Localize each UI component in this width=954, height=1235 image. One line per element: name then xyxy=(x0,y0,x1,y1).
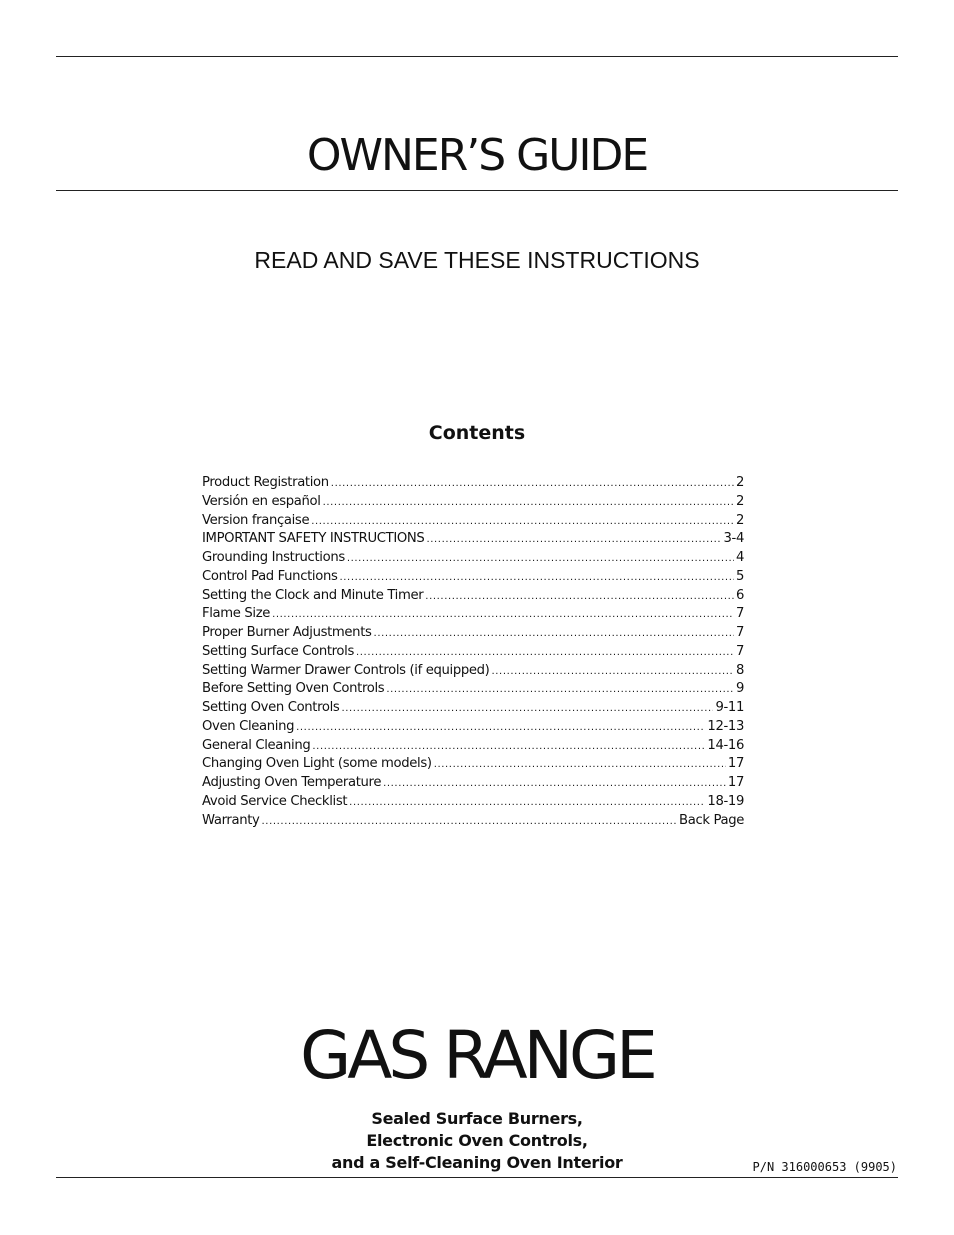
toc-leader-dots xyxy=(383,775,726,794)
table-of-contents xyxy=(202,474,744,830)
toc-entry-page: 3-4 xyxy=(723,531,744,547)
top-divider xyxy=(56,56,898,57)
feature-line: Electronic Oven Controls, xyxy=(366,1131,588,1150)
toc-entry-label: Proper Burner Adjustments xyxy=(202,625,372,640)
toc-entry xyxy=(202,774,744,793)
toc-entry xyxy=(202,662,744,681)
toc-entry-label: General Cleaning xyxy=(202,737,311,753)
toc-entry xyxy=(202,793,744,812)
toc-entry-label: Grounding Instructions xyxy=(202,550,345,565)
toc-entry xyxy=(202,587,744,606)
toc-entry-page: Back Page xyxy=(679,812,744,828)
toc-leader-dots xyxy=(491,663,733,682)
toc-entry-label: Version française xyxy=(202,512,310,528)
toc-entry-page: 4 xyxy=(735,550,744,565)
toc-entry-page: 7 xyxy=(735,643,744,659)
toc-entry-page: 2 xyxy=(735,475,744,490)
toc-leader-dots xyxy=(426,531,721,550)
document-title: OWNER’S GUIDE xyxy=(306,130,648,181)
toc-leader-dots xyxy=(434,756,726,775)
toc-entry xyxy=(202,718,744,737)
toc-entry-label: Warranty xyxy=(202,812,260,828)
toc-entry-page: 12-13 xyxy=(707,718,744,734)
toc-entry-label: Flame Size xyxy=(202,606,271,622)
toc-leader-dots xyxy=(425,588,734,607)
toc-entry-label: Before Setting Oven Controls xyxy=(202,681,385,697)
toc-entry-label: IMPORTANT SAFETY INSTRUCTIONS xyxy=(202,531,425,547)
toc-entry xyxy=(202,512,744,531)
toc-leader-dots xyxy=(312,738,705,757)
toc-entry-label: Setting Oven Controls xyxy=(202,700,340,715)
toc-leader-dots xyxy=(386,681,734,700)
toc-entry xyxy=(202,643,744,662)
toc-entry-label: Oven Cleaning xyxy=(202,718,295,734)
toc-entry xyxy=(202,493,744,512)
toc-leader-dots xyxy=(323,494,734,513)
part-number: P/N 316000653 (9905) xyxy=(752,1160,897,1174)
toc-leader-dots xyxy=(296,719,705,738)
toc-leader-dots xyxy=(331,475,734,494)
toc-entry xyxy=(202,530,744,549)
toc-entry-label: Product Registration xyxy=(202,475,329,490)
toc-leader-dots xyxy=(356,644,734,663)
toc-entry xyxy=(202,699,744,718)
instructions-subtitle: READ AND SAVE THESE INSTRUCTIONS xyxy=(254,247,700,273)
toc-leader-dots xyxy=(341,700,713,719)
toc-entry-page: 17 xyxy=(727,756,744,772)
toc-entry xyxy=(202,680,744,699)
toc-entry xyxy=(202,549,744,568)
product-name: GAS RANGE xyxy=(300,1017,654,1094)
toc-entry xyxy=(202,737,744,756)
toc-entry-label: Setting the Clock and Minute Timer xyxy=(202,587,424,603)
toc-entry-page: 2 xyxy=(735,512,744,528)
toc-leader-dots xyxy=(311,513,734,532)
toc-entry-label: Versión en español xyxy=(202,493,321,509)
toc-entry xyxy=(202,755,744,774)
bottom-divider xyxy=(56,1177,898,1178)
title-divider xyxy=(56,190,898,191)
toc-entry xyxy=(202,624,744,643)
toc-entry-label: Avoid Service Checklist xyxy=(202,793,348,809)
toc-entry-page: 17 xyxy=(727,775,744,790)
toc-entry-page: 2 xyxy=(735,493,744,509)
toc-entry-label: Changing Oven Light (some models) xyxy=(202,756,432,772)
feature-line: and a Self-Cleaning Oven Interior xyxy=(331,1153,623,1172)
toc-entry-page: 9-11 xyxy=(715,700,744,715)
toc-leader-dots xyxy=(272,606,734,625)
toc-leader-dots xyxy=(347,550,734,569)
toc-entry-page: 5 xyxy=(735,568,744,584)
toc-entry-page: 14-16 xyxy=(707,737,744,753)
toc-entry-page: 18-19 xyxy=(707,793,744,809)
toc-entry xyxy=(202,605,744,624)
feature-line: Sealed Surface Burners, xyxy=(371,1109,583,1128)
toc-entry-label: Setting Warmer Drawer Controls (if equipped) xyxy=(202,662,490,678)
toc-entry-page: 6 xyxy=(735,587,744,603)
toc-entry xyxy=(202,474,744,493)
toc-entry-page: 7 xyxy=(735,606,744,622)
toc-entry-page: 8 xyxy=(735,662,744,678)
toc-entry-label: Setting Surface Controls xyxy=(202,643,354,659)
toc-entry-page: 9 xyxy=(735,681,744,697)
contents-heading: Contents xyxy=(428,422,526,444)
toc-entry-page: 7 xyxy=(735,625,744,640)
toc-entry xyxy=(202,812,744,831)
toc-leader-dots xyxy=(349,794,705,813)
toc-entry-label: Control Pad Functions xyxy=(202,568,338,584)
toc-entry xyxy=(202,568,744,587)
toc-leader-dots xyxy=(262,813,678,832)
toc-entry-label: Adjusting Oven Temperature xyxy=(202,775,382,790)
toc-leader-dots xyxy=(374,625,734,644)
toc-leader-dots xyxy=(339,569,733,588)
